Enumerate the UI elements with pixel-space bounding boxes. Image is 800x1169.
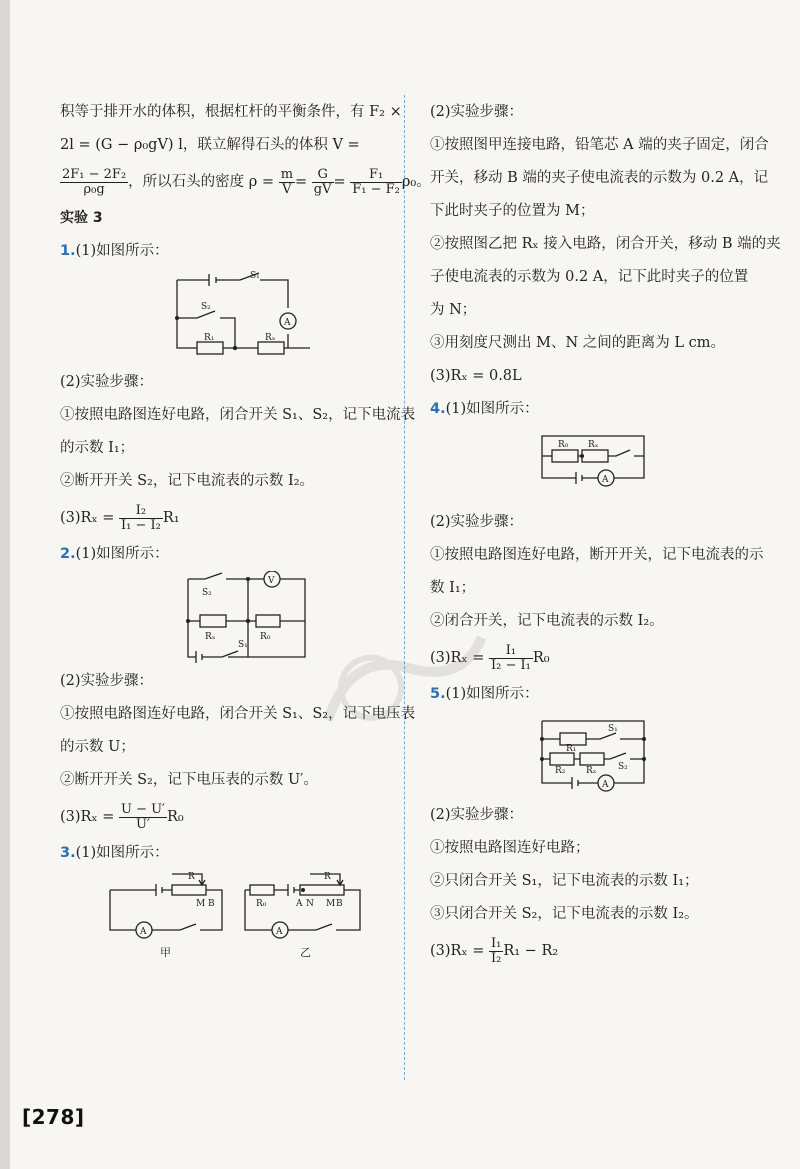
text-span: (3)Rₓ = xyxy=(60,809,115,825)
formula-line xyxy=(60,498,400,538)
label-b: B xyxy=(208,899,215,909)
text-line: 子使电流表的示数为 0.2 A，记下此时夹子的位置 xyxy=(430,269,749,285)
fraction xyxy=(119,803,167,832)
numerator: F₁ xyxy=(350,168,402,183)
text-span: R₁ − R₂ xyxy=(503,943,559,959)
fraction xyxy=(119,504,163,533)
circuit-diagram-5 xyxy=(430,711,770,799)
text-span: (1)如图所示： xyxy=(445,686,539,702)
fraction xyxy=(279,168,295,197)
text-line: ③只闭合开关 S₂，记下电流表的示数 I₂。 xyxy=(430,906,699,922)
page-number: [278] xyxy=(22,1105,85,1129)
text-line: ②断开开关 S₂，记下电压表的示数 U′。 xyxy=(60,772,318,788)
text-span: (3)Rₓ = xyxy=(60,510,115,526)
formula-line: $\frac{\text{2F₁ − 2F₂}}{\text{ρ₀g}}$ ，所以石头的密度 ρ = $\frac{m}{V}$ = $\frac{G}{gV}$ = $\frac{\text{F₁}}{\text{F₁ − F₂}}$ ρ₀。 xyxy=(62,166,431,197)
circuit-diagram-1 xyxy=(60,268,400,366)
label-r: R xyxy=(324,872,331,882)
text-line: 2l = (G − ρ₀gV) l，联立解得石头的体积 V = xyxy=(60,137,360,153)
numerator: G xyxy=(312,168,334,183)
ammeter-icon: A xyxy=(284,318,291,328)
text-line: ①按照图甲连接电路，铅笔芯 A 端的夹子固定，闭合 xyxy=(430,137,769,153)
label-s2: S₂ xyxy=(202,588,212,598)
text-line: 下此时夹子的位置为 M； xyxy=(430,203,595,219)
numerator: I₁ xyxy=(490,935,502,951)
label-m: M xyxy=(196,899,206,909)
ammeter-icon: A xyxy=(602,475,609,485)
ammeter-icon: A xyxy=(276,927,283,937)
text-span: (3)Rₓ = xyxy=(430,943,485,959)
denominator: I₂ xyxy=(490,950,502,966)
fraction xyxy=(60,168,128,197)
label-s2: S₂ xyxy=(201,302,211,312)
text-line: ②按照图乙把 Rₓ 接入电路，闭合开关，移动 B 端的夹 xyxy=(430,236,781,252)
text-line: 开关，移动 B 端的夹子使电流表的示数为 0.2 A，记 xyxy=(430,170,769,186)
label-r: R xyxy=(188,872,195,882)
voltmeter-icon: V xyxy=(268,576,275,586)
text-line: (2)实验步骤： xyxy=(430,104,524,120)
numerator: I₁ xyxy=(489,644,533,659)
text-span: R₁ xyxy=(162,510,180,526)
text-line: (2)实验步骤： xyxy=(430,514,524,530)
denominator: ρ₀g xyxy=(83,181,105,197)
label-s1: S₁ xyxy=(608,724,618,734)
numerator: m xyxy=(280,166,294,182)
numerator: I₂ xyxy=(119,504,163,519)
label-rx: Rₓ xyxy=(205,632,216,642)
text-span: (1)如图所示： xyxy=(75,243,169,259)
text-span: ρ₀。 xyxy=(401,174,431,190)
denominator: gV xyxy=(313,181,332,197)
question-number: 2. xyxy=(60,546,76,562)
section-heading: 实验 3 xyxy=(60,210,103,226)
question-number: 3. xyxy=(60,845,76,861)
text-line: 积等于排开水的体积，根据杠杆的平衡条件，有 F₂ × xyxy=(60,104,402,120)
page-edge xyxy=(0,0,10,1169)
text-line: ①按照电路图连好电路； xyxy=(430,840,590,856)
text-span: (1)如图所示： xyxy=(75,845,169,861)
question-number: 5. xyxy=(430,686,446,702)
text-line: (3)Rₓ = 0.8L xyxy=(430,368,522,384)
circuit-diagram-4 xyxy=(430,426,770,506)
question-line xyxy=(430,393,770,426)
right-column xyxy=(430,96,781,971)
text-span: (1)如图所示： xyxy=(445,401,539,417)
question-line xyxy=(60,837,400,870)
text-line: 数 I₁； xyxy=(430,580,476,596)
denominator: U′ xyxy=(136,816,150,832)
text-span: R₀ xyxy=(532,650,550,666)
label-s1: S₁ xyxy=(238,640,248,650)
question-number: 1. xyxy=(60,243,76,259)
label-r0: R₀ xyxy=(260,632,271,642)
question-line xyxy=(60,538,400,571)
label-rx: Rₓ xyxy=(265,333,276,343)
label-r0: R₀ xyxy=(558,440,569,450)
label-b: B xyxy=(336,899,343,909)
label-m: M xyxy=(326,899,336,909)
ammeter-icon: A xyxy=(140,927,147,937)
text-line: ①按照电路图连好电路，闭合开关 S₁、S₂，记下电流表 xyxy=(60,407,416,423)
label-rx: Rₓ xyxy=(588,440,599,450)
label-s2: S₂ xyxy=(618,762,628,772)
text-line: ①按照电路图连好电路，闭合开关 S₁、S₂，记下电压表 xyxy=(60,706,416,722)
label-r2: R₂ xyxy=(555,766,566,776)
text-line: 的示数 I₁； xyxy=(60,440,135,456)
text-line: 为 N； xyxy=(430,302,477,318)
fraction xyxy=(312,168,334,197)
text-span: (1)如图所示： xyxy=(75,546,169,562)
formula-line xyxy=(60,797,400,837)
column-divider xyxy=(404,95,405,1080)
numerator: 2F₁ − 2F₂ xyxy=(62,166,127,182)
figure-label-yi: 乙 xyxy=(300,946,311,959)
text-line: 的示数 U； xyxy=(60,739,135,755)
denominator: I₂ − I₁ xyxy=(490,657,531,673)
text-line: ②只闭合开关 S₁，记下电流表的示数 I₁； xyxy=(430,873,699,889)
text-line: ③用刻度尺测出 M、N 之间的距离为 L cm。 xyxy=(430,335,725,351)
fraction xyxy=(350,168,402,197)
figure-label-jia: 甲 xyxy=(160,946,171,959)
label-r1: R₁ xyxy=(566,744,577,754)
denominator: I₁ − I₂ xyxy=(120,517,161,533)
denominator: F₁ − F₂ xyxy=(352,181,400,197)
formula-line xyxy=(430,931,770,971)
text-line: (2)实验步骤： xyxy=(60,673,154,689)
label-a: A xyxy=(296,899,303,909)
numerator: U − U′ xyxy=(120,801,166,817)
label-rx: Rₓ xyxy=(586,766,597,776)
fraction xyxy=(489,937,503,966)
text-line: (2)实验步骤： xyxy=(60,374,154,390)
question-line xyxy=(60,235,400,268)
denominator: V xyxy=(282,181,292,197)
text-line: ②闭合开关，记下电流表的示数 I₂。 xyxy=(430,613,664,629)
left-column xyxy=(60,96,431,966)
text-span: (3)Rₓ = xyxy=(430,650,485,666)
label-r0: R₀ xyxy=(256,899,267,909)
label-s1: S₁ xyxy=(250,271,260,281)
text-span: R₀ xyxy=(167,809,184,825)
circuit-diagram-3 xyxy=(60,870,400,966)
text-span: ，所以石头的密度 ρ = xyxy=(128,174,275,190)
ammeter-icon: A xyxy=(602,780,609,790)
text-line: ①按照电路图连好电路，断开开关，记下电流表的示 xyxy=(430,547,764,563)
label-r1: R₁ xyxy=(204,333,215,343)
question-number: 4. xyxy=(430,401,446,417)
text-line: ②断开开关 S₂，记下电流表的示数 I₂。 xyxy=(60,473,315,489)
label-n: N xyxy=(306,899,314,909)
text-line: (2)实验步骤： xyxy=(430,807,524,823)
